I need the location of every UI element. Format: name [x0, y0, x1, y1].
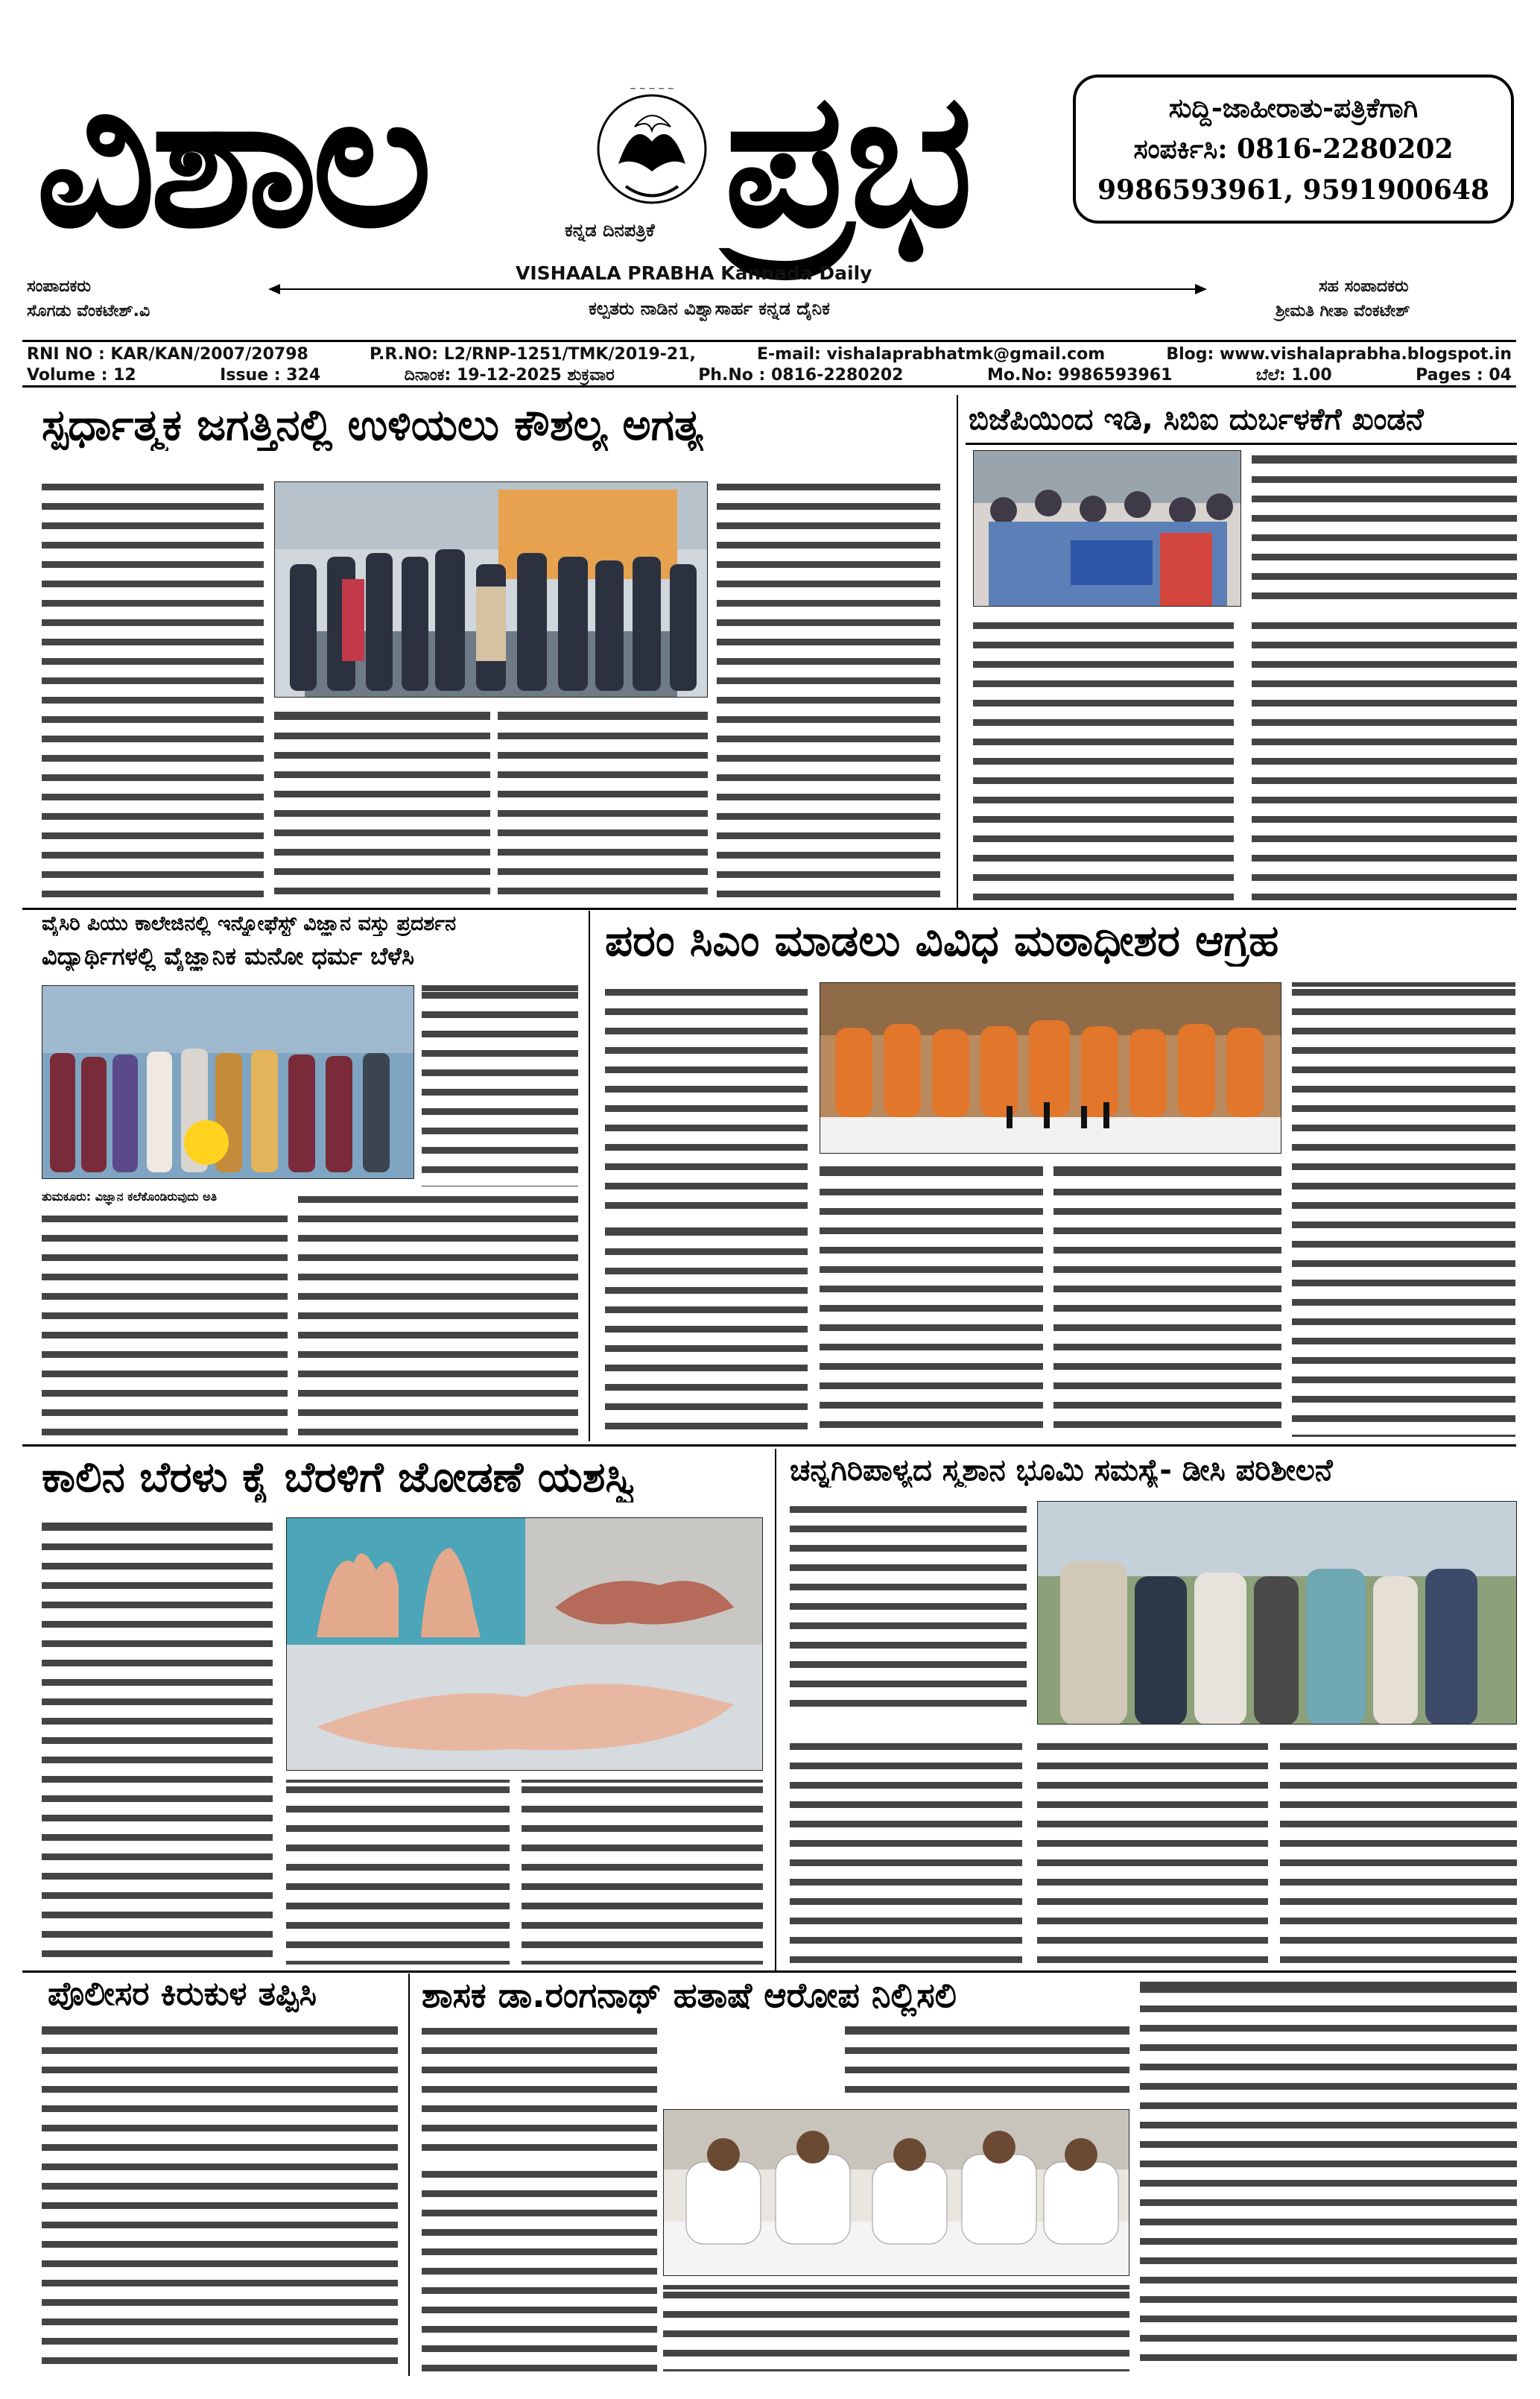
contact-line-1: ಸುದ್ದಿ-ಜಾಹೀರಾತು-ಪತ್ರಿಕೆಗಾಗಿ — [1168, 92, 1419, 124]
masthead-title-left: ವಿಶಾಲ — [36, 49, 427, 268]
article-2-body-col-1 — [1252, 450, 1517, 607]
article-1-photo — [274, 481, 708, 698]
volume-number: Volume : 12 — [27, 366, 136, 385]
article-2-body-col-2 — [973, 616, 1234, 902]
article-1-body-col-2 — [274, 707, 490, 902]
article-8-headline[interactable]: ಶಾಸಕ ಡಾ.ರಂಗನಾಥ್ ಹತಾಷೆ ಆರೋಪ ನಿಲ್ಲಿಸಲಿ — [422, 1975, 957, 2015]
sub-editor-name: ಶ್ರೀಮತಿ ಗೀತಾ ವೆಂಕಟೇಶ್ — [1276, 302, 1410, 320]
article-2-photo — [973, 450, 1241, 607]
pr-number: P.R.NO: L2/RNP-1251/TMK/2019-21, — [369, 345, 696, 364]
article-3-body-col-3 — [298, 1189, 578, 1437]
price: ಬೆಲೆ: 1.00 — [1255, 366, 1332, 385]
contact-line-3: 9986593961, 9591900648 — [1097, 174, 1490, 206]
article-8-body-col-4 — [663, 2285, 1129, 2371]
article-7-body — [42, 2021, 398, 2371]
article-8-body-col-1 — [422, 2021, 657, 2155]
article-1-body-col-1 — [42, 477, 264, 902]
info-bar — [22, 340, 1516, 388]
article-8-body-col-5 — [1140, 1979, 1517, 2371]
article-6-body-col-1 — [790, 1499, 1027, 1708]
article-5-photo — [286, 1517, 763, 1771]
email-link[interactable]: E-mail: vishalaprabhatmk@gmail.com — [757, 345, 1106, 364]
article-5-headline[interactable]: ಕಾಲಿನ ಬೆರಳು ಕೈ ಬೆರಳಿಗೆ ಜೋಡಣೆ ಯಶಸ್ವಿ — [42, 1453, 636, 1502]
issue-number: Issue : 324 — [220, 366, 321, 385]
article-7-headline[interactable]: ಪೊಲೀಸರ ಕಿರುಕುಳ ತಪ್ಪಿಸಿ — [48, 1975, 317, 2013]
article-3-body-col-1 — [422, 985, 578, 1186]
article-4-body-col-4 — [1292, 982, 1515, 1437]
editor-label: ಸಂಪಾದಕರು — [27, 277, 92, 296]
article-6-photo — [1037, 1501, 1517, 1725]
article-8-body-col-2 — [845, 2021, 1129, 2100]
article-5-body-col-2 — [286, 1780, 510, 1965]
article-3-dateline: ತುಮಕೂರು: ವಿಜ್ಞಾನ ಕಲೆಕೊಂಡಿರುವುದು ಅತಿ — [42, 1189, 218, 1204]
article-4-body-col-2 — [820, 1163, 1043, 1437]
dove-hands-logo — [589, 75, 715, 224]
contact-line-2: ಸಂಪರ್ಕಿಸಿ: 0816-2280202 — [1133, 133, 1454, 165]
article-5-body-col-3 — [522, 1780, 763, 1965]
sub-editor-label: ಸಹ ಸಂಪಾದಕರು — [1319, 277, 1409, 296]
article-4-body-col-1b — [605, 1222, 808, 1437]
article-6-body-col-4 — [1280, 1736, 1517, 1965]
article-8-photo — [663, 2109, 1129, 2276]
article-3-headline[interactable]: ವೈಸಿರಿ ಪಿಯು ಕಾಲೇಜಿನಲ್ಲಿ ಇನ್ನೋಫೆಸ್ಟ್ ವಿಜ್ಞಾನ ವಸ್ತು ಪ್ರದರ್ಶನ — [42, 912, 457, 935]
article-3-subhead[interactable]: ವಿದ್ಯಾರ್ಥಿಗಳಲ್ಲಿ ವೈಜ್ಞಾನಿಕ ಮನೋ ಧರ್ಮ ಬೆಳೆಸಿ — [42, 942, 414, 970]
mobile-number: Mo.No: 9986593961 — [986, 366, 1173, 385]
article-1-body-col-4 — [717, 477, 940, 902]
article-8-body-col-3 — [422, 2164, 657, 2371]
page-count: Pages : 04 — [1416, 366, 1512, 385]
editor-name: ಸೊಗಡು ವೆಂಕಟೇಶ್.ವಿ — [27, 302, 150, 320]
rni-number: RNI NO : KAR/KAN/2007/20798 — [27, 345, 308, 364]
article-6-body-col-2 — [790, 1736, 1022, 1965]
contact-box — [1073, 75, 1514, 224]
tagline: ಕಲ್ಪತರು ನಾಡಿನ ವಿಶ್ವಾಸಾರ್ಹ ಕನ್ನಡ ದೈನಿಕ — [589, 298, 830, 319]
article-4-body-col-3 — [1053, 1163, 1281, 1437]
article-3-photo — [42, 985, 414, 1179]
tagline-arrow-rule — [268, 282, 1207, 297]
article-2-headline[interactable]: ಬಿಜೆಪಿಯಿಂದ ಇಡಿ, ಸಿಬಿಐ ದುರ್ಬಳಕೆಗೆ ಖಂಡನೆ — [969, 402, 1424, 437]
phone-number: Ph.No : 0816-2280202 — [698, 366, 904, 385]
article-3-body-col-2 — [42, 1209, 288, 1437]
masthead-subtitle-english: VISHAALA PRABHA Kannada Daily — [516, 262, 872, 284]
article-4-headline[interactable]: ಪರಂ ಸಿಎಂ ಮಾಡಲು ವಿವಿಧ ಮಠಾಧೀಶರ ಆಗ್ರಹ — [605, 915, 1279, 966]
article-2-body-col-3 — [1252, 616, 1517, 902]
article-1-body-col-3 — [498, 707, 708, 902]
issue-date: ದಿನಾಂಕ: 19-12-2025 ಶುಕ್ರವಾರ — [404, 366, 615, 385]
article-4-photo — [820, 982, 1281, 1154]
blog-link[interactable]: Blog: www.vishalaprabha.blogspot.in — [1166, 345, 1512, 364]
article-6-body-col-3 — [1037, 1736, 1268, 1965]
masthead-subtitle-kannada: ಕನ್ನಡ ದಿನಪತ್ರಿಕೆ — [565, 220, 655, 241]
article-5-body-col-1 — [42, 1517, 273, 1965]
masthead-title-right: ಪ್ರಭ — [724, 49, 967, 268]
article-6-headline[interactable]: ಚನ್ನಗಿರಿಪಾಳ್ಯದ ಸ್ಮಶಾನ ಭೂಮಿ ಸಮಸ್ಯೆ- ಡೀಸಿ ಪರಿಶೀಲನೆ — [790, 1453, 1333, 1488]
article-4-body-col-1 — [605, 982, 808, 1213]
svg-text:~ ~ ~ ~ ~: ~ ~ ~ ~ ~ — [629, 83, 675, 93]
article-1-headline[interactable]: ಸ್ಪರ್ಧಾತ್ಮಕ ಜಗತ್ತಿನಲ್ಲಿ ಉಳಿಯಲು ಕೌಶಲ್ಯ ಅಗತ್ಯ — [42, 399, 703, 450]
